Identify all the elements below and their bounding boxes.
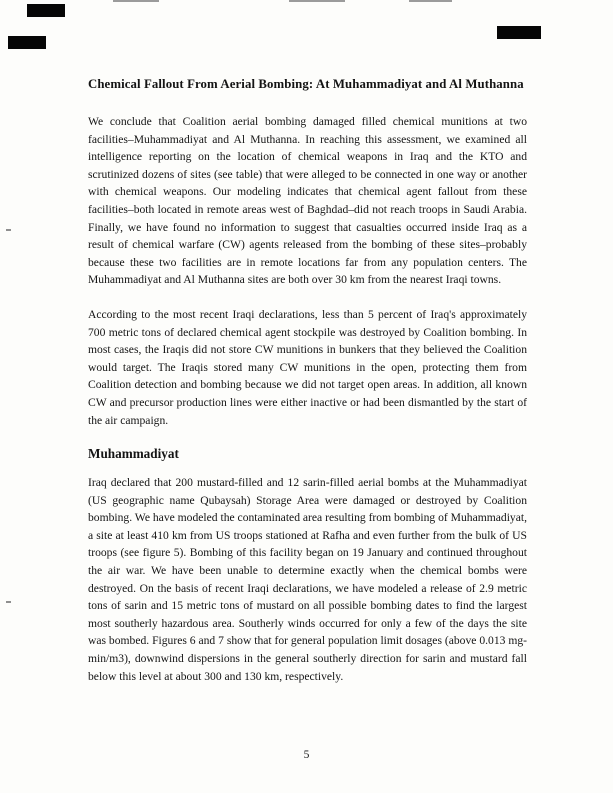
scan-mark bbox=[409, 0, 452, 2]
margin-mark bbox=[6, 229, 11, 231]
section-heading-muhammadiyat: Muhammadiyat bbox=[88, 446, 179, 462]
redaction-bar bbox=[8, 36, 46, 49]
intro-paragraph-1: We conclude that Coalition aerial bombing damaged filled chemical munitions at two facilities–Muhammadiyat and Al Muthanna. In reaching this assessment, we examined all intelligence reporting on the location of chemical weapons in Iraq and the KTO and scrutinized dozens of sites (see table) that were alleged to be connected in one way or another with chemical weapons. Our modeling indicates that chemical agent fallout from these facilities–both located in remote areas west of Baghdad–did not reach troops in Saudi Arabia. Finally, we have found no information to suggest that casualties occurred inside Iraq as a result of chemical warfare (CW) agents released from the bombing of these sites–probably because these two facilities are in remote locations far from any population centers. The Muhammadiyat and Al Muthanna sites are both over 30 km from the nearest Iraqi towns. bbox=[88, 115, 527, 287]
margin-mark bbox=[6, 601, 11, 603]
redaction-bar bbox=[27, 4, 65, 17]
page-number: 5 bbox=[303, 749, 310, 761]
section-paragraph-1: Iraq declared that 200 mustard-filled and 12 sarin-filled aerial bombs at the Muhammadiyat (US geographic name Qubaysah) Storage Area were damaged or destroyed by Coalition bombing. We have modeled the contaminated area resulting from bombing of Muhammadiyat, a site at least 410 km from US troops stationed at Rafha and even further from the bulk of US troops (see figure 5). Bombing of this facility began on 19 January and continued throughout the air war. We have been unable to determine exactly when the chemical bombs were destroyed. On the basis of recent Iraqi declarations, we have modeled a release of 2.9 metric tons of sarin and 15 metric tons of mustard on all possible bombing dates to find the largest most southerly hazardous area. Southerly winds occurred for only a few of the days the site was bombed. Figures 6 and 7 show that for general population limit dosages (above 0.013 mg-min/m3), downwind dispersions in the general southerly direction for sarin and mustard fall below this level at about 300 and 130 km, respectively. bbox=[88, 476, 527, 683]
text-column bbox=[88, 77, 527, 702]
scan-mark bbox=[289, 0, 345, 2]
scan-mark bbox=[113, 0, 159, 2]
document-title: Chemical Fallout From Aerial Bombing: At Muhammadiyat and Al Muthanna bbox=[88, 77, 524, 91]
intro-paragraph-2: According to the most recent Iraqi declarations, less than 5 percent of Iraq's approximately 700 metric tons of declared chemical agent stockpile was destroyed by Coalition bombing. In most cases, the Iraqis did not store CW munitions in bunkers that they believed the Coalition would target. The Iraqis stored many CW munitions in the open, protecting them from Coalition detection and bombing because we did not target open areas. In addition, all known CW and precursor production lines were either inactive or had been dismantled by the start of the air campaign. bbox=[88, 307, 527, 427]
redaction-bar bbox=[497, 26, 541, 39]
